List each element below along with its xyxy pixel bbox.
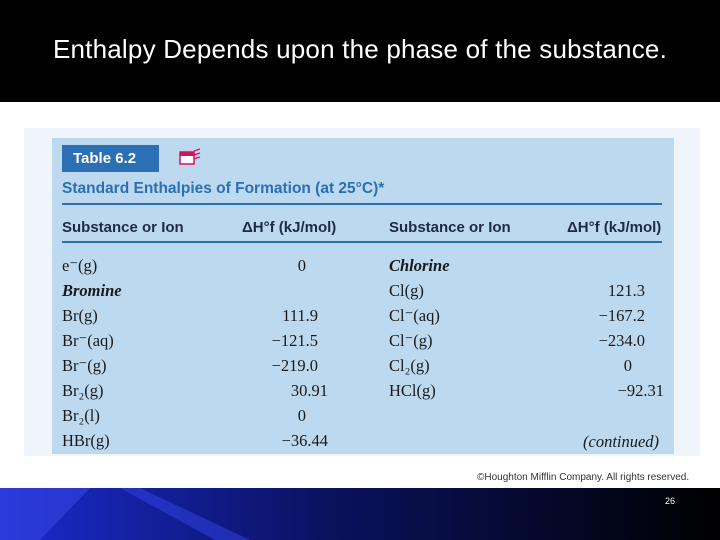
slide-title: Enthalpy Depends upon the phase of the substance.	[52, 34, 668, 64]
copyright-notice: ©Houghton Mifflin Company. All rights reserved.	[477, 472, 690, 483]
table-cell-value: 30.91	[290, 381, 328, 400]
page-number: 26	[664, 496, 675, 506]
column-header-substance-left: Substance or Ion	[62, 219, 184, 236]
table-caption: Standard Enthalpies of Formation (at 25°C)*	[62, 180, 385, 197]
table-group-heading: Chlorine	[389, 256, 450, 275]
table-cell-value: 0	[623, 356, 632, 375]
table-cell-substance: Br₂(l)	[62, 406, 100, 425]
footer-band	[0, 488, 720, 540]
table-cell-value: −219.0	[271, 356, 318, 375]
table-cell-substance: Cl⁻(aq)	[389, 306, 440, 325]
table-continued-note: (continued)	[583, 432, 660, 451]
table-cell-value: −167.2	[598, 306, 645, 325]
table-cell-value: 0	[297, 406, 306, 425]
table-cell-value: 121.3	[607, 281, 645, 300]
table-cell-substance: Br(g)	[62, 306, 98, 325]
table-cell-value: −36.44	[281, 431, 328, 450]
table-cell-substance: Cl⁻(g)	[389, 331, 433, 350]
table-cell-value: 111.9	[282, 306, 318, 325]
column-header-enthalpy-right: ΔH°f (kJ/mol)	[567, 219, 662, 236]
table-cell-value: −234.0	[598, 331, 645, 350]
table-cell-substance: Br⁻(aq)	[62, 331, 114, 350]
notebook-icon	[179, 146, 201, 168]
table-cell-substance: Cl(g)	[389, 281, 424, 300]
table-top-rule	[62, 203, 662, 205]
table-cell-substance: HBr(g)	[62, 431, 110, 450]
table-label: Table 6.2	[62, 145, 159, 172]
table-cell-value: −121.5	[271, 331, 318, 350]
table-cell-value: 0	[297, 256, 306, 275]
table-cell-substance: HCl(g)	[389, 381, 436, 400]
table-cell-substance: Cl₂(g)	[389, 356, 430, 375]
table-header-rule	[62, 241, 662, 243]
column-header-enthalpy-left: ΔH°f (kJ/mol)	[242, 219, 337, 236]
table-cell-substance: Br⁻(g)	[62, 356, 107, 375]
column-header-substance-right: Substance or Ion	[389, 219, 511, 236]
table-cell-value: −92.31	[617, 381, 664, 400]
table-cell-substance: e⁻(g)	[62, 256, 98, 275]
table-cell-substance: Br₂(g)	[62, 381, 104, 400]
table-group-heading: Bromine	[62, 281, 122, 300]
